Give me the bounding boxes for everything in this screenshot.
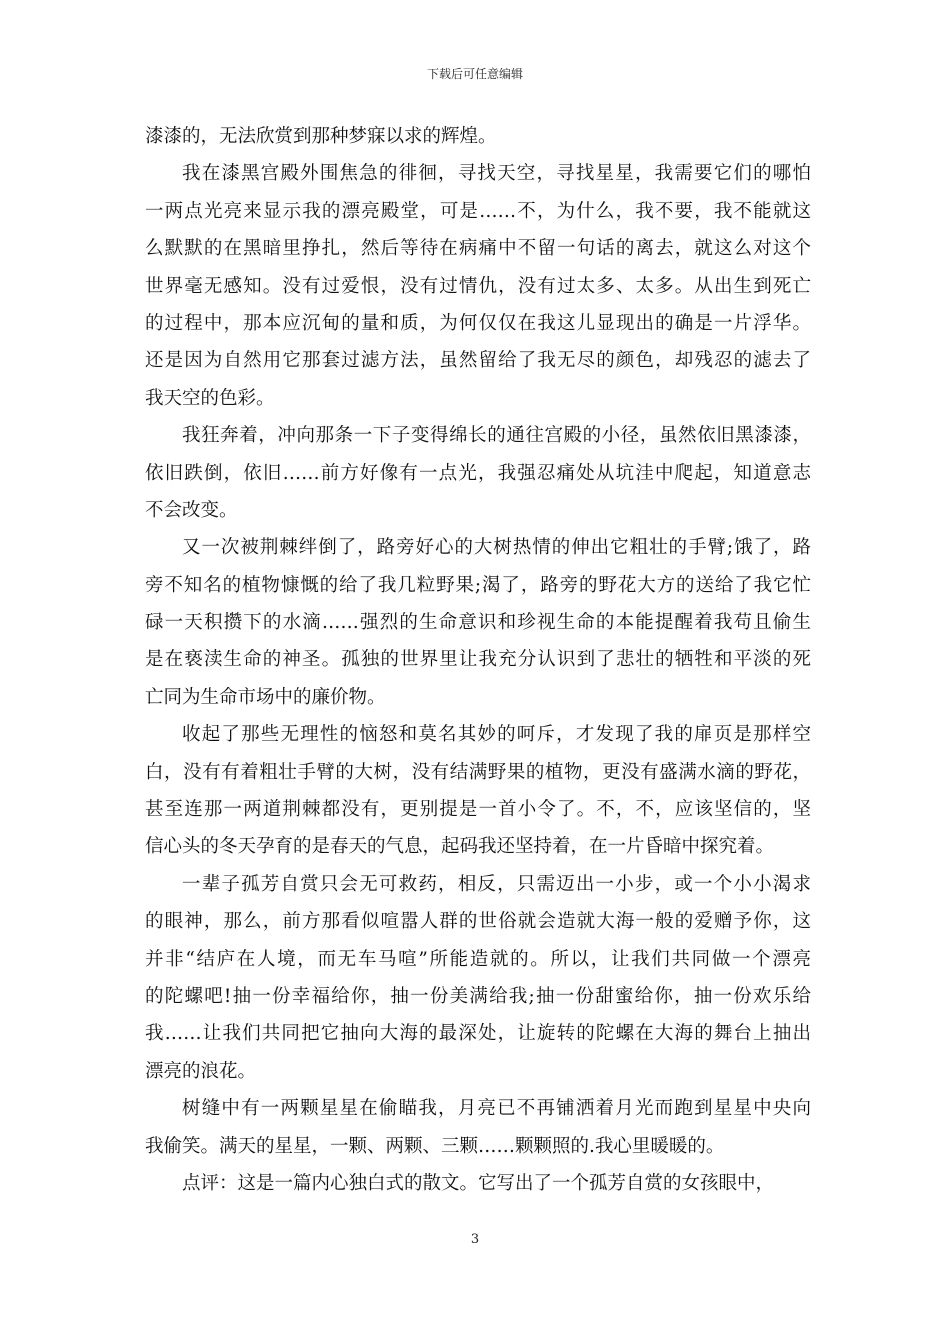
text-line: 的陀螺吧!抽一份幸福给你，抽一份美满给我;抽一份甜蜜给你，抽一份欢乐给 <box>145 985 811 1007</box>
text-line: 的眼神，那么，前方那看似喧嚣人群的世俗就会造就大海一般的爱赠予你，这 <box>145 911 811 933</box>
text-line: 是在亵渎生命的神圣。孤独的世界里让我充分认识到了悲壮的牺牲和平淡的死 <box>145 649 811 671</box>
text-line: 世界毫无感知。没有过爱恨，没有过情仇，没有过太多、太多。从出生到死亡 <box>145 275 811 297</box>
text-line: 一辈子孤芳自赏只会无可救药，相反，只需迈出一小步，或一个小小渴求 <box>182 873 811 895</box>
text-line: 收起了那些无理性的恼怒和莫名其妙的呵斥，才发现了我的扉页是那样空 <box>182 724 811 746</box>
text-line: 还是因为自然用它那套过滤方法，虽然留给了我无尽的颜色，却残忍的滤去了 <box>145 350 811 372</box>
text-line: 旁不知名的植物慷慨的给了我几粒野果;渴了，路旁的野花大方的送给了我它忙 <box>145 574 811 596</box>
page-number: 3 <box>470 1232 480 1247</box>
page-header: 下载后可任意编辑 <box>426 67 523 81</box>
paragraph <box>145 118 811 155</box>
text-line: 一两点光亮来显示我的漂亮殿堂，可是……不，为什么，我不要，我不能就这 <box>145 200 811 222</box>
text-line: 白，没有有着粗壮手臂的大树，没有结满野果的植物，更没有盛满水滴的野花， <box>145 761 811 783</box>
text-line: 的过程中，那本应沉甸的量和质，为何仅仅在我这儿显现出的确是一片浮华。 <box>145 312 811 334</box>
text-line: 我狂奔着，冲向那条一下子变得绵长的通往宫殿的小径，虽然依旧黑漆漆， <box>182 425 811 447</box>
text-line: 不会改变。 <box>145 499 238 521</box>
text-line: 并非“结庐在人境，而无车马喧”所能造就的。所以，让我们共同做一个漂亮 <box>145 948 811 970</box>
text-line: 碌一天积攒下的水滴……强烈的生命意识和珍视生命的本能提醒着我苟且偷生 <box>145 612 811 634</box>
text-line: 又一次被荆棘绊倒了，路旁好心的大树热情的伸出它粗壮的手臂;饿了，路 <box>182 537 811 559</box>
text-line: 树缝中有一两颗星星在偷瞄我，月亮已不再铺洒着月光而跑到星星中央向 <box>182 1098 811 1120</box>
text-line: 么默默的在黑暗里挣扎，然后等待在病痛中不留一句话的离去，就这么对这个 <box>145 238 811 260</box>
text-line: 亡同为生命市场中的廉价物。 <box>145 686 386 708</box>
text-line: 我……让我们共同把它抽向大海的最深处，让旋转的陀螺在大海的舞台上抽出 <box>145 1023 811 1045</box>
text-line: 点评：这是一篇内心独白式的散文。它写出了一个孤芳自赏的女孩眼中， <box>182 1172 775 1194</box>
paragraph <box>145 417 811 529</box>
paragraph <box>145 866 811 1090</box>
text-line: 漂亮的浪花。 <box>145 1060 257 1082</box>
text-line: 漆漆的，无法欣赏到那种梦寐以求的辉煌。 <box>145 126 497 147</box>
text-line: 甚至连那一两道荆棘都没有，更别提是一首小令了。不，不，应该坚信的，坚 <box>145 799 811 821</box>
paragraph <box>145 529 811 716</box>
text-line: 依旧跌倒，依旧……前方好像有一点光，我强忍痛处从坑洼中爬起，知道意志 <box>145 462 811 484</box>
paragraph <box>145 155 811 417</box>
document-body <box>145 118 811 1202</box>
text-line: 我偷笑。满天的星星，一颗、两颗、三颗……颗颗照的.我心里暖暖的。 <box>145 1135 725 1157</box>
paragraph <box>145 1165 811 1202</box>
paragraph <box>145 1090 811 1165</box>
text-line: 信心头的冬天孕育的是春天的气息，起码我还坚持着，在一片昏暗中探究着。 <box>145 836 775 858</box>
text-line: 我在漆黑宫殿外围焦急的徘徊，寻找天空，寻找星星，我需要它们的哪怕 <box>182 163 811 185</box>
paragraph <box>145 716 811 866</box>
text-line: 我天空的色彩。 <box>145 387 275 409</box>
